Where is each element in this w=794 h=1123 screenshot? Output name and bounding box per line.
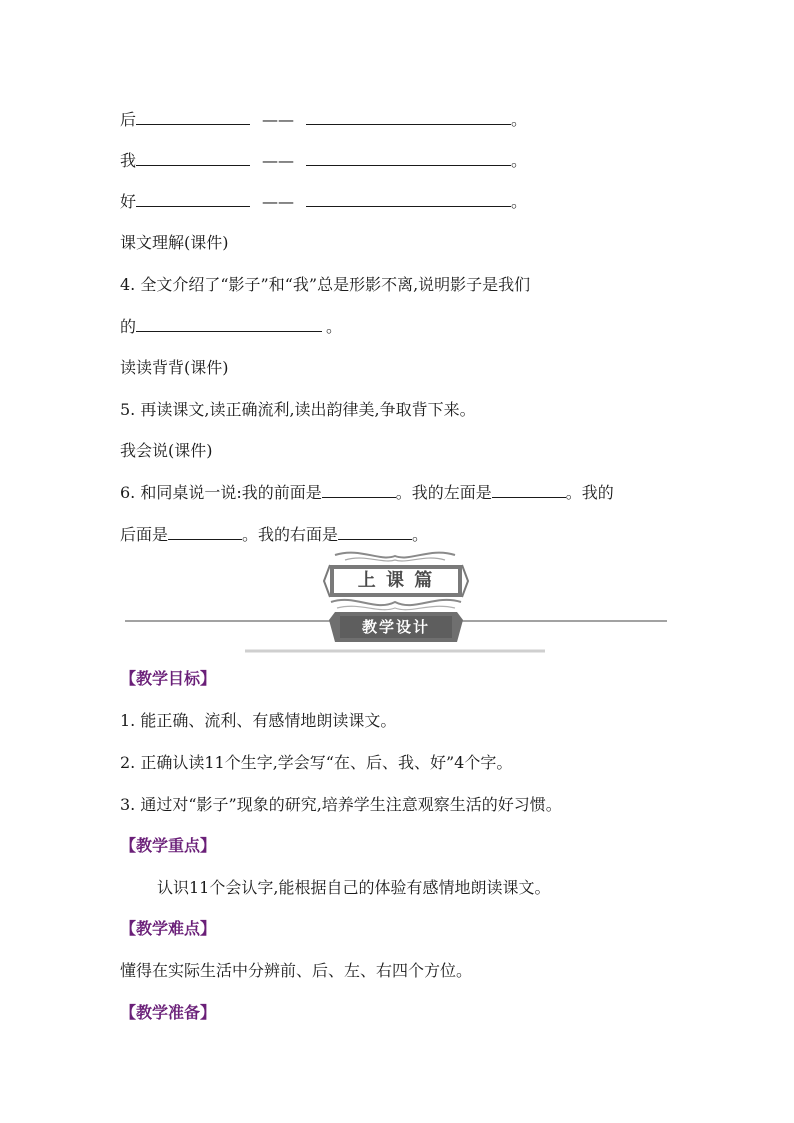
mid-dash: —— (262, 110, 295, 129)
banner-ornament-icon (125, 550, 667, 655)
dash-line (136, 156, 174, 166)
answer-blank-2[interactable] (306, 151, 511, 166)
question-6-line-1 (120, 483, 614, 503)
question-5: 5. 再读课文,读正确流利,读出韵律美,争取背下来。 (120, 400, 476, 419)
preparation-heading: 【教学准备】 (120, 1003, 217, 1022)
goal-item-2: 2. 正确认读11个生字,学会写“在、后、我、好”4个字。 (120, 753, 513, 772)
answer-blank-q4[interactable] (136, 317, 322, 332)
period: 。 (511, 151, 528, 170)
answer-blank-1[interactable] (174, 151, 250, 166)
question-4-line-1: 4. 全文介绍了“影子”和“我”总是形影不离,说明影子是我们 (120, 275, 531, 294)
exercise-row-1 (120, 110, 527, 130)
banner-bottom-label: 教学设计 (361, 618, 430, 636)
goal-item-1: 1. 能正确、流利、有感情地朗读课文。 (120, 711, 397, 730)
section-heading-speak: 我会说(课件) (120, 441, 213, 460)
question-6-line-2 (120, 525, 428, 545)
key-points-text: 认识11个会认字,能根据自己的体验有感情地朗读课文。 (157, 878, 551, 897)
answer-blank-2[interactable] (306, 110, 511, 125)
section-heading-comprehension: 课文理解(课件) (120, 233, 229, 252)
answer-blank-2[interactable] (306, 192, 511, 207)
lesson-banner (125, 550, 667, 655)
period: 。 (511, 192, 528, 211)
answer-blank-right[interactable] (338, 525, 412, 540)
dash-line (136, 115, 174, 125)
difficulties-heading: 【教学难点】 (120, 919, 217, 938)
q6-text-d: 后面是 (120, 525, 169, 544)
q6-text-c: 。我的 (565, 483, 614, 502)
key-points-heading: 【教学重点】 (120, 836, 217, 855)
answer-blank-front[interactable] (322, 483, 396, 498)
exercise-row-2 (120, 151, 527, 171)
q4-prefix: 的 (120, 317, 137, 336)
mid-dash: —— (262, 192, 295, 211)
q6-text-f: 。 (412, 525, 429, 544)
exercise-row-3 (120, 192, 527, 212)
mid-dash: —— (262, 151, 295, 170)
banner-top-label: 上 课 篇 (357, 570, 435, 591)
answer-blank-1[interactable] (174, 110, 250, 125)
period: 。 (511, 110, 528, 129)
answer-blank-left[interactable] (492, 483, 566, 498)
q6-text-b: 。我的左面是 (395, 483, 492, 502)
goal-item-3: 3. 通过对“影子”现象的研究,培养学生注意观察生活的好习惯。 (120, 795, 562, 814)
row-char: 后 (120, 110, 137, 129)
goals-heading: 【教学目标】 (120, 669, 217, 688)
answer-blank-1[interactable] (174, 192, 250, 207)
q6-text-a: 6. 和同桌说一说:我的前面是 (120, 483, 322, 502)
section-heading-recite: 读读背背(课件) (120, 358, 229, 377)
question-4-line-2 (120, 317, 342, 337)
q4-suffix: 。 (326, 317, 343, 336)
difficulties-text: 懂得在实际生活中分辨前、后、左、右四个方位。 (120, 961, 473, 980)
answer-blank-back[interactable] (168, 525, 242, 540)
q6-text-e: 。我的右面是 (242, 525, 339, 544)
row-char: 好 (120, 192, 137, 211)
dash-line (136, 197, 174, 207)
row-char: 我 (120, 151, 137, 170)
